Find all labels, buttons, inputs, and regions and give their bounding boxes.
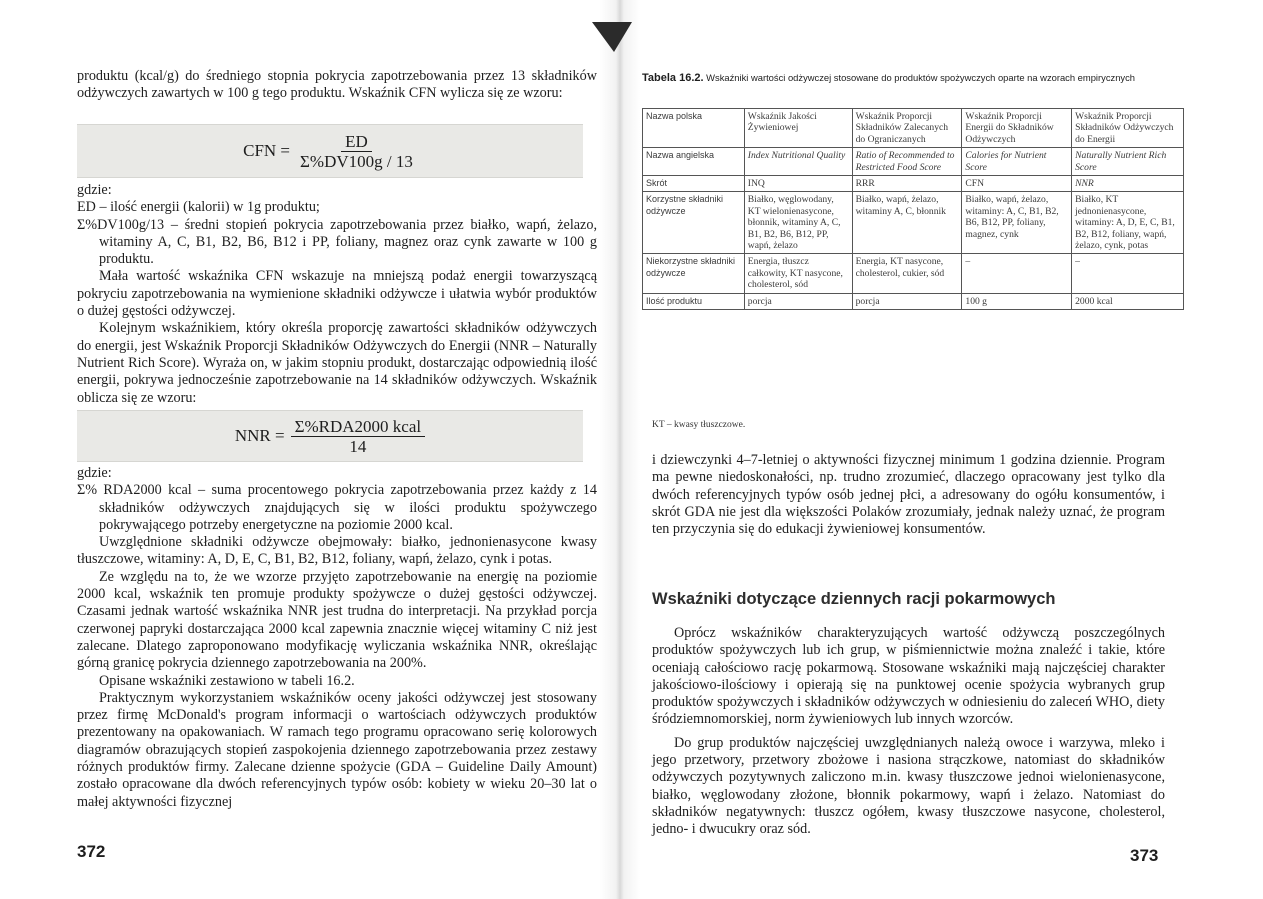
table-row-label: Nazwa polska: [643, 109, 745, 148]
table-row: [643, 254, 1184, 293]
cfn-formula-denominator: Σ%DV100g / 13: [300, 151, 413, 171]
cfn-formula-lhs: CFN =: [243, 141, 291, 160]
nutrient-index-table: [642, 108, 1184, 310]
cfn-formula: [77, 124, 583, 178]
table-cell: Białko, wapń, żelazo, witaminy A, C, błonnik: [852, 192, 962, 254]
table-caption-label: Tabela 16.2.: [642, 72, 704, 84]
definition-ed: ED – ilość energii (kalorii) w 1g produktu;: [77, 199, 320, 216]
table-row: [643, 176, 1184, 192]
paragraph-daily-rations: Oprócz wskaźników charakteryzujących wartość odżywczą poszczególnych produktów spożywczych lub ich grup, w piśmiennictwie można znaleźć i takie, które oceniają całościowo rację pokarmową. Stosowane wskaźniki mają najczęściej charakter jakościowo-ilościowy i opierają się na punktowej ocenie spożycia wybranych grup produktów spożywczych i składników odżywczych w odniesieniu do zaleceń WHO, diety śródziemnomorskiej, norm żywieniowych lub innych wzorców.: [652, 625, 1165, 728]
table-cell: Wskaźnik Jakości Żywieniowej: [744, 109, 852, 148]
paragraph-table-ref: Opisane wskaźniki zestawiono w tabeli 16.2.: [99, 672, 355, 689]
paragraph-gda-continued: i dziewczynki 4–7-letniej o aktywności fizycznej minimum 1 godzina dziennie. Program ma pewne niedoskonałości, np. trudno zrozumieć, dlaczego opracowany jest tylko dla dwóch referencyjnych typów osób jednej płci, a adresowany do ogółu konsumentów, i skrót GDA nie jest dla większości Polaków zrozumiały, jednak należy uznać, że program ten przyczynia się do edukacji żywieniowej konsumentów.: [652, 452, 1165, 538]
paragraph-nnr-energy: Ze względu na to, że we wzorze przyjęto zapotrzebowanie na energię na poziomie 2000 kcal, wskaźnik ten promuje produkty spożywcze o dużej gęstości odżywczej. Czasami jednak wartość wskaźnika NNR jest trudna do interpretacji. Na przykład porcja czerwonej papryki dostarczająca 2000 kcal zapewnia znacznie więcej witaminy C niż jest zalecane. Dlatego zaproponowano modyfikację wyliczania wskaźnika NNR, określając górną granicę pokrycia dziennego zapotrzebowania na 200%.: [77, 568, 597, 672]
table-row: [643, 109, 1184, 148]
where-label-2: gdzie:: [77, 465, 112, 481]
table-row-label: Korzystne składniki odżywcze: [643, 192, 745, 254]
table-cell: Ratio of Recommended to Restricted Food Score: [852, 148, 962, 176]
nnr-formula: [77, 410, 583, 462]
cfn-formula-numerator: ED: [341, 132, 372, 152]
definition-dv: Σ%DV100g/13 – średni stopień pokrycia zapotrzebowania przez białko, wapń, żelazo, witaminy A, C, B1, B2, B6, B12 i PP, foliany, magnez oraz cynk zawarte w 100 g produktu.: [77, 216, 597, 268]
intro-paragraph: produktu (kcal/g) do średniego stopnia pokrycia zapotrzebowania przez 13 składników odżywczych zawartych w 100 g tego produktu. Wskaźnik CFN wylicza się ze wzoru:: [77, 68, 597, 102]
table-cell: –: [962, 254, 1072, 293]
table-footnote: KT – kwasy tłuszczowe.: [652, 420, 746, 430]
table-cell: Wskaźnik Proporcji Energii do Składników Odżywczych: [962, 109, 1072, 148]
table-cell: –: [1072, 254, 1184, 293]
table-cell: INQ: [744, 176, 852, 192]
where-label-1: gdzie:: [77, 182, 112, 198]
definition-rda: Σ% RDA2000 kcal – suma procentowego pokrycia zapotrzebowania przez każdy z 14 składników odżywczych znajdujących się w ilości produktu spożywczego pokrywającego potrzeby energetyczne na poziomie 2000 kcal.: [77, 482, 597, 533]
right-page: [630, 0, 1263, 899]
table-row: [643, 192, 1184, 254]
table-cell: NNR: [1072, 176, 1184, 192]
table-cell: 2000 kcal: [1072, 293, 1184, 309]
table-cell: porcja: [852, 293, 962, 309]
table-row: [643, 293, 1184, 309]
table-caption: [642, 72, 1197, 84]
table-cell: CFN: [962, 176, 1072, 192]
table-cell: Białko, KT jednonienasycone, witaminy: A, D, E, C, B1, B2, B12, foliany, wapń, żelazo, cynk, potas: [1072, 192, 1184, 254]
paragraph-gda: Praktycznym wykorzystaniem wskaźników oceny jakości odżywczej jest stosowany przez firmę McDonald's program informacji o wartościach odżywczych produktów prezentowany na opakowaniach. W ramach tego programu opracowano serię kolorowych diagramów obrazujących stopień zaspokojenia dziennego zapotrzebowania przez zestawy różnych produktów firmy. Zalecane dzienne spożycie (GDA – Guideline Daily Amount) zostało opracowane dla dwóch referencyjnych typów osób: kobiety w wieku 20–30 lat o małej aktywności fizycznej: [77, 689, 597, 810]
paragraph-nnr-intro: Kolejnym wskaźnikiem, który określa proporcję zawartości składników odżywczych do energii, jest Wskaźnik Proporcji Składników Odżywczych do Energii (NNR – Naturally Nutrient Rich Score). Wyraża on, w jakim stopniu produkt, dostarczając odpowiednią ilość energii, pokrywa jednocześnie zapotrzebowanie na 14 składników odżywczych. Wskaźnik oblicza się ze wzoru:: [77, 320, 597, 406]
table-cell: RRR: [852, 176, 962, 192]
table-cell: Naturally Nutrient Rich Score: [1072, 148, 1184, 176]
table-cell: 100 g: [962, 293, 1072, 309]
paragraph-cfn-interpretation: Mała wartość wskaźnika CFN wskazuje na mniejszą podaż energii towarzyszącą pokryciu zapotrzebowania na wymienione składniki odżywcze i ułatwia wybór produktów o dużej gęstości odżywczej.: [77, 268, 597, 320]
table-row-label: Skrót: [643, 176, 745, 192]
table-caption-text: Wskaźniki wartości odżywczej stosowane do produktów spożywczych oparte na wzorach empirycznych: [706, 72, 1135, 83]
table-cell: Białko, wapń, żelazo, witaminy: A, C, B1, B2, B6, B12, PP, foliany, magnez, cynk: [962, 192, 1072, 254]
table-row-label: Nazwa angielska: [643, 148, 745, 176]
table-row: [643, 148, 1184, 176]
table-cell: Białko, węglowodany, KT wielonienasycone, błonnik, witaminy A, C, B1, B2, B6, B12, PP, wapń, żelazo: [744, 192, 852, 254]
table-cell: Calories for Nutrient Score: [962, 148, 1072, 176]
table-cell: Index Nutritional Quality: [744, 148, 852, 176]
table-cell: porcja: [744, 293, 852, 309]
paragraph-nutrients: Uwzględnione składniki odżywcze obejmowały: białko, jednonienasycone kwasy tłuszczowe, witaminy: A, D, E, C, B1, B2, B12, foliany, wapń, żelazo, cynk i potas.: [77, 534, 597, 568]
page-number-left: 372: [77, 842, 106, 861]
nnr-formula-denominator: 14: [349, 436, 367, 456]
table-row-label: Niekorzystne składniki odżywcze: [643, 254, 745, 293]
page-number-right: 373: [1130, 846, 1159, 865]
table-cell: Wskaźnik Proporcji Składników Odżywczych do Energii: [1072, 109, 1184, 148]
nnr-formula-numerator: Σ%RDA2000 kcal: [291, 417, 426, 437]
table-cell: Energia, tłuszcz całkowity, KT nasycone, cholesterol, sód: [744, 254, 852, 293]
table-cell: Energia, KT nasycone, cholesterol, cukier, sód: [852, 254, 962, 293]
table-cell: Wskaźnik Proporcji Składników Zalecanych do Ograniczanych: [852, 109, 962, 148]
paragraph-product-groups: Do grup produktów najczęściej uwzględnianych należą owoce i warzywa, mleko i jego przetwory, przetwory zbożowe i nasiona strączkowe, natomiast do składników odżywczych pozytywnych zaliczono m.in. kwasy tłuszczowe jednoi wielonienasycone, białko, węglowodany złożone, błonnik pokarmowy, wapń i żelazo. Natomiast do składników negatywnych: tłuszcz ogółem, kwasy tłuszczowe nasycone, cholesterol, jedno- i dwucukry oraz sód.: [652, 734, 1165, 838]
section-heading: Wskaźniki dotyczące dziennych racji pokarmowych: [652, 590, 1056, 608]
nnr-formula-lhs: NNR =: [234, 426, 285, 445]
left-page: [0, 0, 610, 899]
table-row-label: Ilość produktu: [643, 293, 745, 309]
